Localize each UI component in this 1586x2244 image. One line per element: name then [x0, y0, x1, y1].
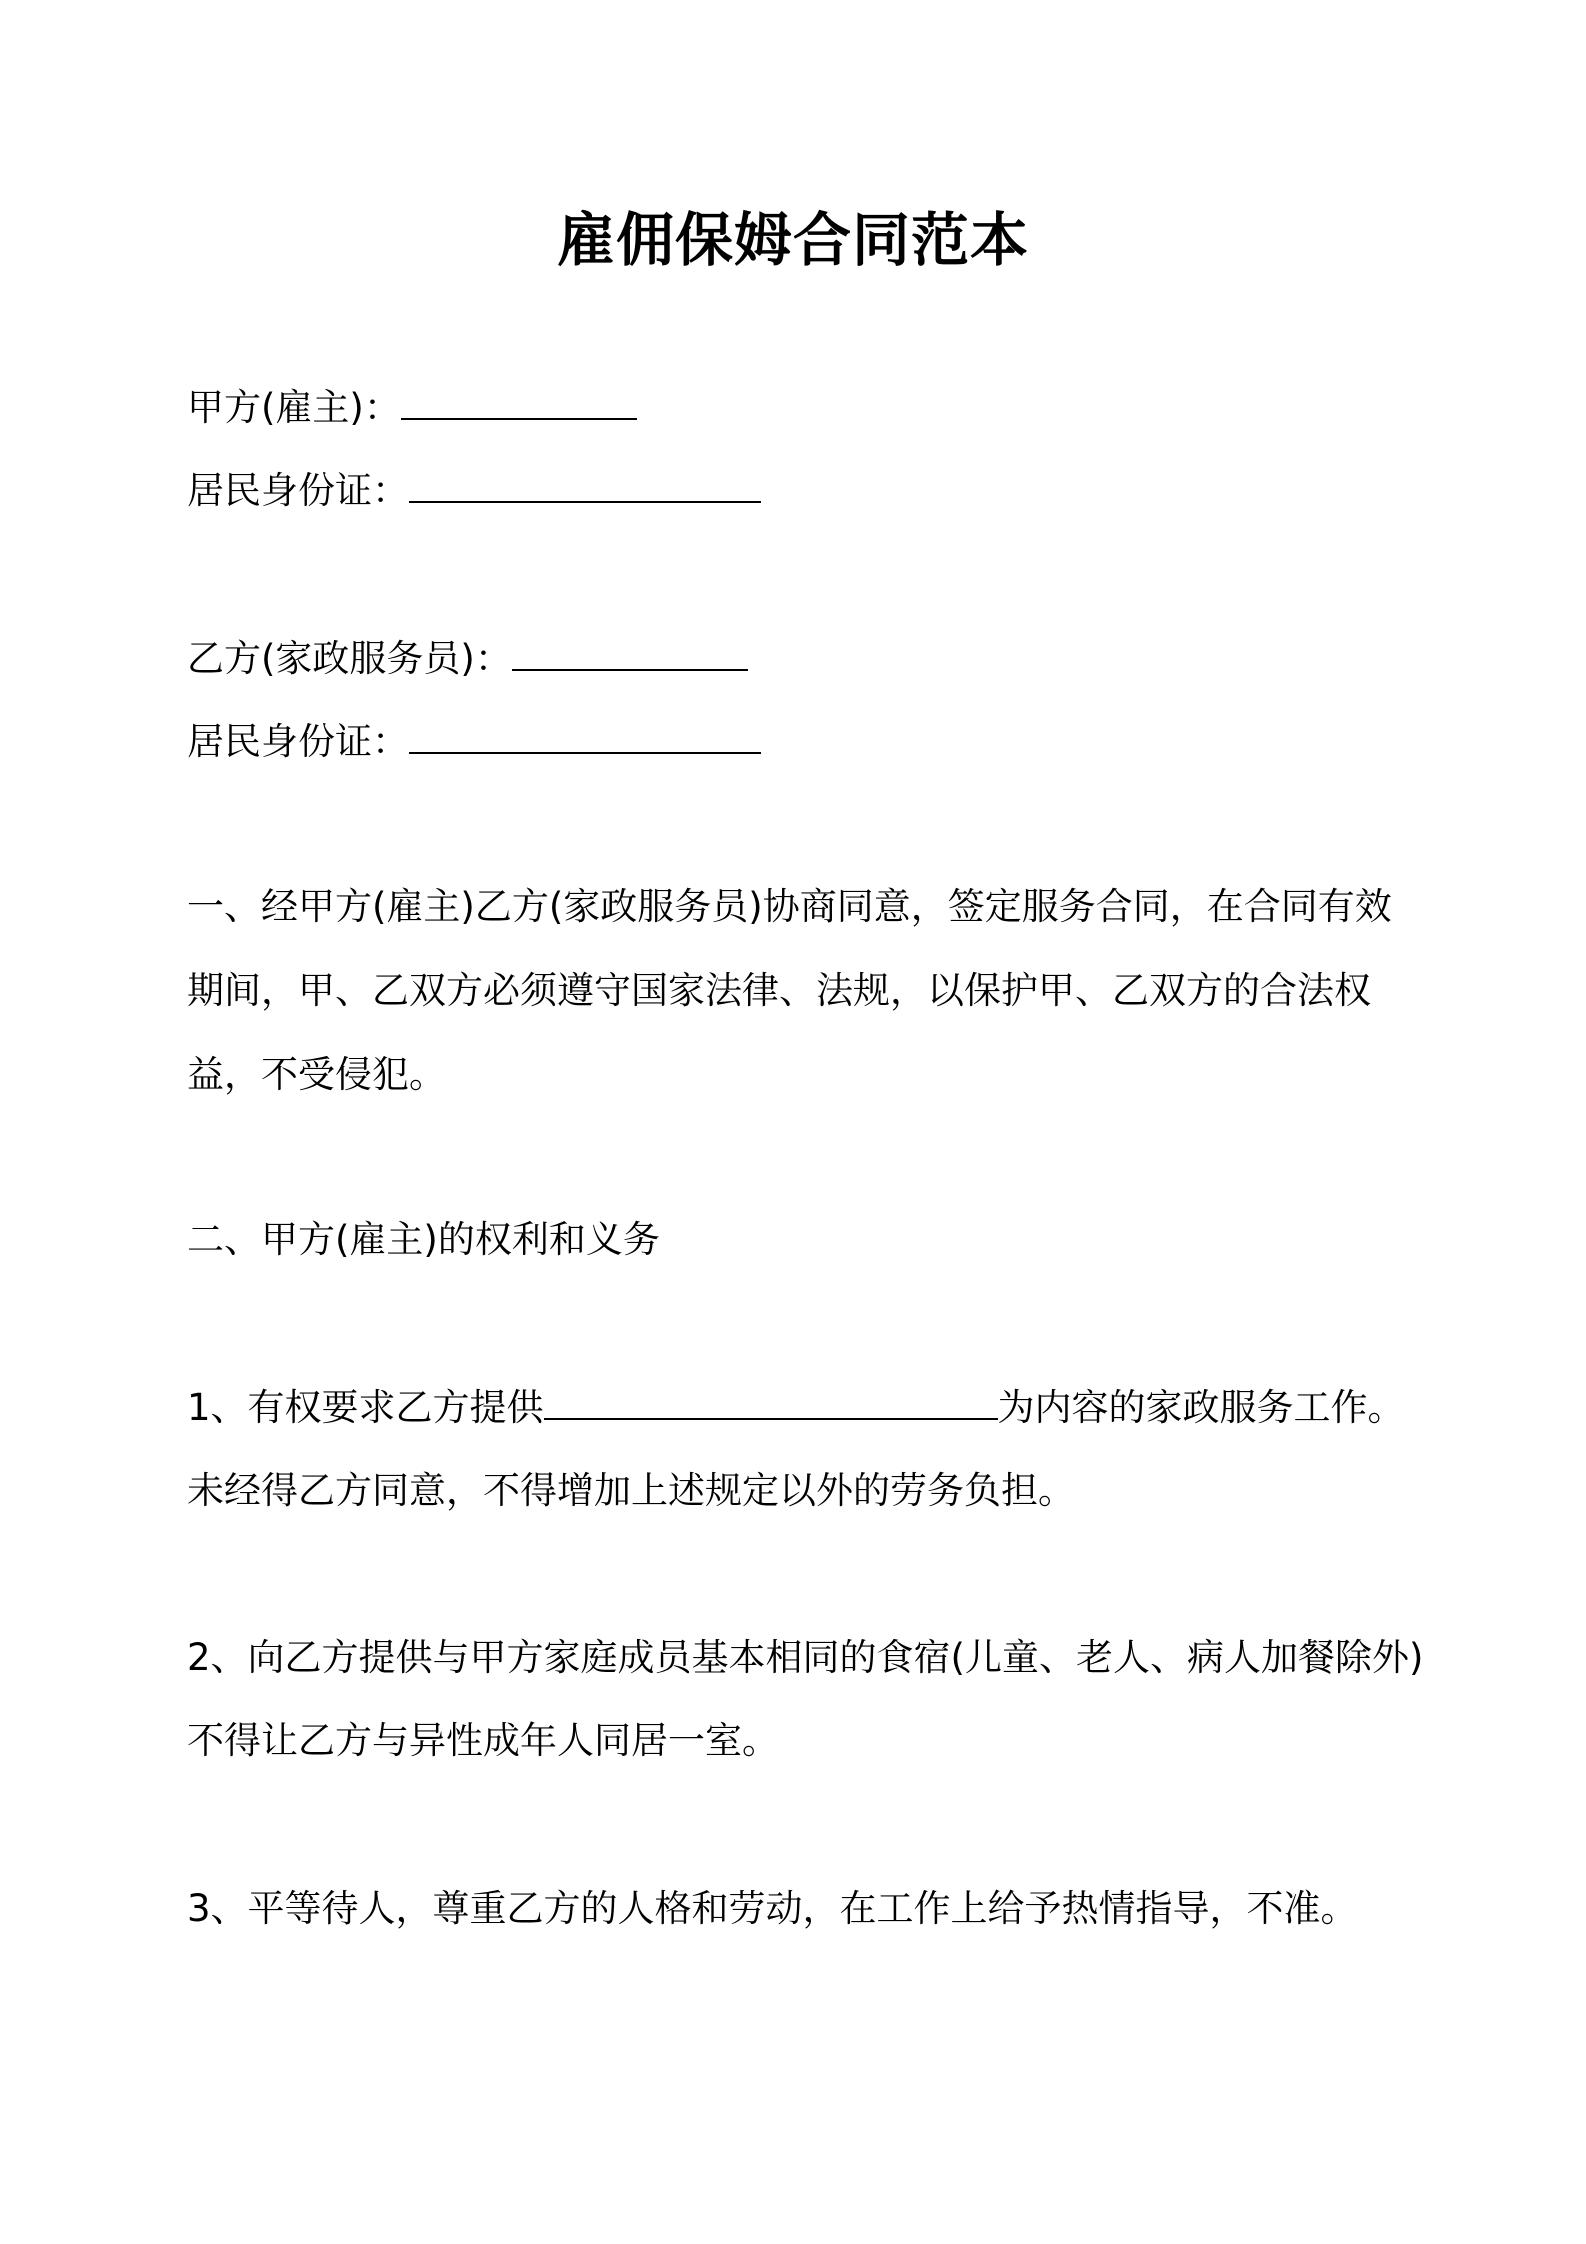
section-2-heading: 二、甲方(雇主)的权利和义务	[187, 1218, 660, 1261]
item-2-line-1: 2、向乙方提供与甲方家庭成员基本相同的食宿(儿童、老人、病人加餐除外)	[187, 1636, 1424, 1679]
party-a-name-blank[interactable]	[401, 382, 637, 420]
item-2-line-2: 不得让乙方与异性成年人同居一室。	[187, 1719, 779, 1762]
party-b-label: 乙方(家政服务员)：	[187, 637, 512, 680]
party-b-line	[187, 633, 748, 684]
item-1-text-a: 1、有权要求乙方提供	[187, 1386, 544, 1429]
party-a-id-blank[interactable]	[409, 465, 761, 503]
section-1-paragraph: 一、经甲方(雇主)乙方(家政服务员)协商同意，签定服务合同，在合同有效期间，甲、乙双方必须遵守国家法律、法规，以保护甲、乙双方的合法权益，不受侵犯。	[187, 885, 1392, 1096]
party-b-id-label: 居民身份证：	[187, 720, 409, 763]
item-1-line-2: 未经得乙方同意，不得增加上述规定以外的劳务负担。	[187, 1469, 1075, 1512]
party-a-id-label: 居民身份证：	[187, 469, 409, 512]
item-1-line-1	[187, 1382, 1405, 1433]
party-b-id-blank[interactable]	[409, 716, 761, 754]
party-a-line	[187, 382, 637, 433]
item-1-text-b: 为内容的家政服务工作。	[997, 1386, 1405, 1429]
party-a-label: 甲方(雇主)：	[187, 386, 401, 429]
party-a-id-line	[187, 465, 761, 516]
document-title: 雇佣保姆合同范本	[556, 206, 1029, 274]
party-b-id-line	[187, 716, 761, 767]
item-3-line: 3、平等待人，尊重乙方的人格和劳动，在工作上给予热情指导，不准。	[187, 1887, 1358, 1930]
item-1-service-blank[interactable]	[544, 1382, 998, 1420]
party-b-name-blank[interactable]	[512, 633, 748, 671]
